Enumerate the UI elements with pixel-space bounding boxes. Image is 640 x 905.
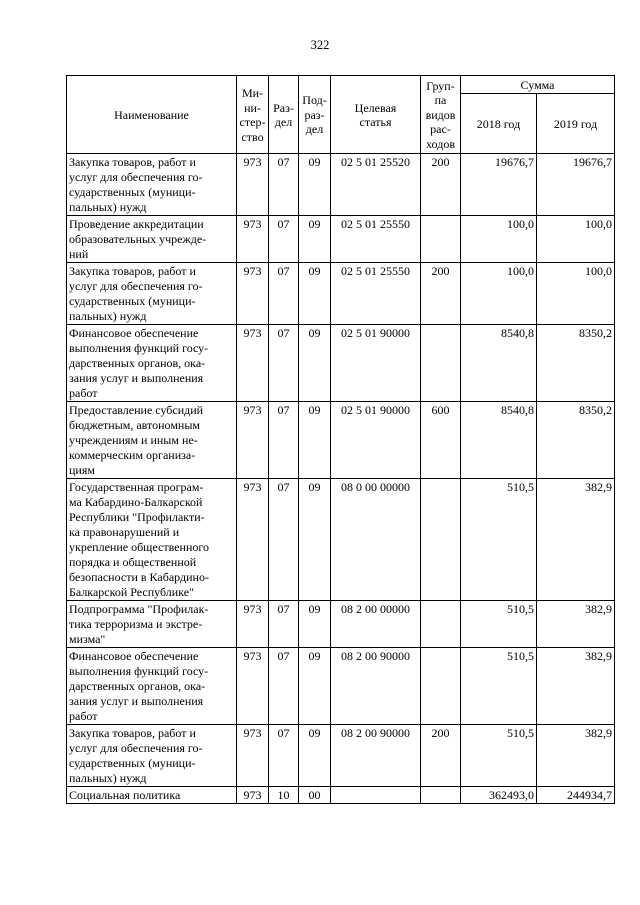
header-section: Раз- дел — [269, 76, 299, 154]
table-row — [67, 325, 615, 402]
table-row — [67, 402, 615, 479]
cell-target: 08 2 00 90000 — [331, 648, 421, 725]
cell-name: Подпрограмма "Профилак- тика терроризма и экстре- мизма" — [67, 601, 237, 648]
cell-expense-group: 200 — [421, 154, 461, 216]
cell-sum-2018: 510,5 — [461, 601, 537, 648]
cell-section: 07 — [269, 725, 299, 787]
cell-ministry: 973 — [237, 601, 269, 648]
cell-expense-group — [421, 601, 461, 648]
table-row — [67, 263, 615, 325]
cell-target: 08 2 00 00000 — [331, 601, 421, 648]
cell-name: Государственная програм- ма Кабардино-Балкарской Республики "Профилакти- ка правонарушений и укрепление общественного порядка и общественной безопасности в Кабардино- Балкарской Республике" — [67, 479, 237, 601]
header-ministry: Ми- ни- стер- ство — [237, 76, 269, 154]
cell-section: 07 — [269, 263, 299, 325]
cell-sum-2019: 382,9 — [537, 601, 615, 648]
table-body — [67, 154, 615, 804]
budget-table — [66, 75, 615, 804]
cell-sum-2019: 382,9 — [537, 725, 615, 787]
cell-sum-2018: 8540,8 — [461, 402, 537, 479]
cell-section: 07 — [269, 325, 299, 402]
cell-target: 02 5 01 25550 — [331, 216, 421, 263]
cell-expense-group: 600 — [421, 402, 461, 479]
cell-target: 02 5 01 25550 — [331, 263, 421, 325]
cell-sum-2019: 382,9 — [537, 479, 615, 601]
table-row — [67, 154, 615, 216]
table-row — [67, 216, 615, 263]
cell-subsection: 09 — [299, 325, 331, 402]
header-target: Целевая статья — [331, 76, 421, 154]
cell-subsection: 09 — [299, 216, 331, 263]
cell-ministry: 973 — [237, 402, 269, 479]
cell-subsection: 09 — [299, 725, 331, 787]
table-row — [67, 601, 615, 648]
cell-sum-2018: 510,5 — [461, 479, 537, 601]
cell-ministry: 973 — [237, 648, 269, 725]
table-row — [67, 479, 615, 601]
cell-target — [331, 787, 421, 804]
cell-subsection: 00 — [299, 787, 331, 804]
table-row — [67, 787, 615, 804]
cell-section: 07 — [269, 216, 299, 263]
cell-ministry: 973 — [237, 725, 269, 787]
cell-sum-2018: 510,5 — [461, 648, 537, 725]
cell-name: Закупка товаров, работ и услуг для обеспечения го- сударственных (муници- пальных) нужд — [67, 725, 237, 787]
cell-sum-2018: 362493,0 — [461, 787, 537, 804]
cell-ministry: 973 — [237, 787, 269, 804]
header-name: Наименование — [67, 76, 237, 154]
cell-section: 07 — [269, 154, 299, 216]
cell-subsection: 09 — [299, 154, 331, 216]
table-row — [67, 725, 615, 787]
cell-section: 07 — [269, 402, 299, 479]
cell-subsection: 09 — [299, 479, 331, 601]
cell-ministry: 973 — [237, 216, 269, 263]
cell-ministry: 973 — [237, 154, 269, 216]
cell-name: Закупка товаров, работ и услуг для обеспечения го- сударственных (муници- пальных) нужд — [67, 263, 237, 325]
cell-sum-2019: 100,0 — [537, 216, 615, 263]
header-year-2019: 2019 год — [537, 94, 615, 154]
header-subsection: Под- раз- дел — [299, 76, 331, 154]
cell-sum-2019: 19676,7 — [537, 154, 615, 216]
cell-name: Предоставление субсидий бюджетным, автономным учреждениям и иным не- коммерческим организа- циям — [67, 402, 237, 479]
table-header — [67, 76, 615, 154]
cell-subsection: 09 — [299, 601, 331, 648]
cell-expense-group — [421, 787, 461, 804]
cell-sum-2019: 8350,2 — [537, 402, 615, 479]
cell-target: 02 5 01 90000 — [331, 402, 421, 479]
cell-expense-group: 200 — [421, 263, 461, 325]
header-sum: Сумма — [461, 76, 615, 94]
table-row — [67, 648, 615, 725]
cell-name: Социальная политика — [67, 787, 237, 804]
cell-sum-2018: 510,5 — [461, 725, 537, 787]
cell-expense-group — [421, 216, 461, 263]
cell-subsection: 09 — [299, 402, 331, 479]
cell-ministry: 973 — [237, 479, 269, 601]
cell-name: Проведение аккредитации образовательных учрежде- ний — [67, 216, 237, 263]
cell-target: 02 5 01 90000 — [331, 325, 421, 402]
cell-name: Финансовое обеспечение выполнения функций госу- дарственных органов, ока- зания услуг и выполнения работ — [67, 648, 237, 725]
cell-sum-2019: 244934,7 — [537, 787, 615, 804]
cell-sum-2019: 8350,2 — [537, 325, 615, 402]
cell-expense-group: 200 — [421, 725, 461, 787]
cell-name: Закупка товаров, работ и услуг для обеспечения го- сударственных (муници- пальных) нужд — [67, 154, 237, 216]
cell-sum-2019: 100,0 — [537, 263, 615, 325]
cell-target: 02 5 01 25520 — [331, 154, 421, 216]
cell-sum-2018: 100,0 — [461, 216, 537, 263]
cell-name: Финансовое обеспечение выполнения функций госу- дарственных органов, ока- зания услуг и выполнения работ — [67, 325, 237, 402]
cell-section: 07 — [269, 479, 299, 601]
cell-section: 07 — [269, 601, 299, 648]
cell-expense-group — [421, 325, 461, 402]
cell-sum-2018: 8540,8 — [461, 325, 537, 402]
cell-target: 08 2 00 90000 — [331, 725, 421, 787]
cell-subsection: 09 — [299, 648, 331, 725]
cell-sum-2018: 19676,7 — [461, 154, 537, 216]
cell-expense-group — [421, 479, 461, 601]
cell-subsection: 09 — [299, 263, 331, 325]
cell-section: 10 — [269, 787, 299, 804]
cell-section: 07 — [269, 648, 299, 725]
cell-ministry: 973 — [237, 263, 269, 325]
cell-expense-group — [421, 648, 461, 725]
header-expense-group: Груп- па видов рас- ходов — [421, 76, 461, 154]
cell-sum-2018: 100,0 — [461, 263, 537, 325]
page-number: 322 — [310, 38, 330, 52]
cell-target: 08 0 00 00000 — [331, 479, 421, 601]
cell-ministry: 973 — [237, 325, 269, 402]
header-year-2018: 2018 год — [461, 94, 537, 154]
cell-sum-2019: 382,9 — [537, 648, 615, 725]
